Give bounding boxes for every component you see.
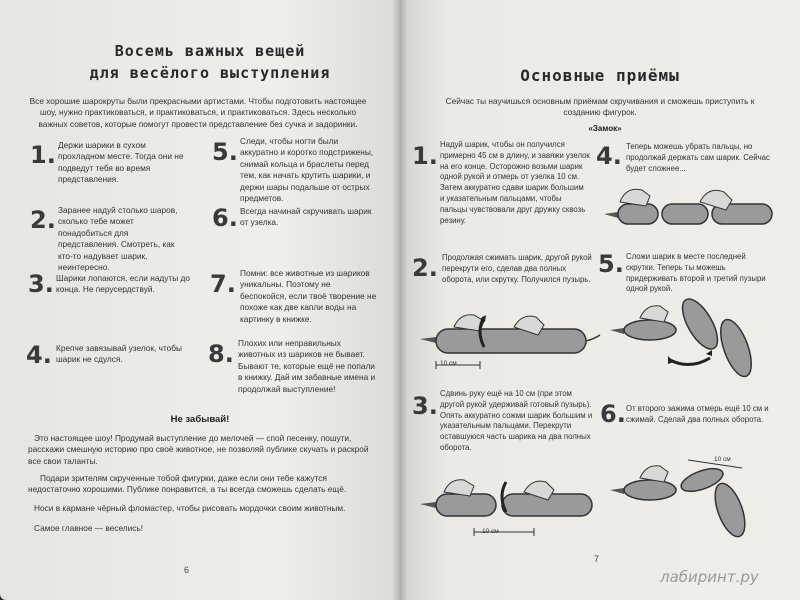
step-number-6: 6. [600,400,626,428]
step-number-3: 3. [412,392,438,420]
measure-label-3: 10 см [482,528,499,535]
right-title: Основные приёмы [520,66,680,85]
watermark: лабиринт.ру [660,568,759,586]
tip-number-2: 2. [30,206,56,234]
tip-number-1: 1. [30,141,56,169]
tip-text-2: Заранее надуй столько шаров, сколько тебе может понадобиться для представления. Смотреть, как кто-то надувает шарик, неинтересно. [58,205,178,273]
tip-text-6: Всегда начинай скручивать шарик от узелка. [240,206,372,228]
tip-number-8: 8. [208,340,234,368]
left-paragraph-4: Самое главное — веселись! [34,523,144,533]
tip-text-8: Плохих или неправильных животных из шариков не бывает. Бывают те, которые ещё не попали в книжку. Дай им забавные имена и продолжай выступление! [238,338,376,394]
step-text-3: Сдвинь руку ещё на 10 см (при этом другой рукой удерживай готовый пузырь). Опять аккуратно сожми шарик большим и указательным пальцами. Перекрути оставшуюся часть шарика на два полных оборота. [440,389,593,452]
step-number-4: 4. [596,142,622,170]
tip-text-3: Шарики лопаются, если надуты до конца. Не перусердствуй. [56,273,190,295]
step-text-5: Сложи шарик в месте последней скрутки. Теперь ты можешь придерживать второй и третий пузыри одной рукой. [626,252,766,294]
illustration-step6-measure [610,450,780,550]
lock-subtitle: «Замок» [588,124,622,133]
book-gutter [392,0,408,600]
left-page-number: 6 [184,565,190,575]
tip-text-1: Держи шарики в сухом прохладном месте. Тогда они не подведут тебя во время представления. [58,140,184,185]
step-number-5: 5. [598,250,624,278]
step-text-6: От второго зажима отмерь ещё 10 см и сжимай. Сделай два полных оборота. [626,404,769,424]
right-page [400,0,800,600]
tip-text-4: Крепче завязывай узелок, чтобы шарик не сдулся. [56,343,183,365]
left-title-line1: Восемь важных вещей [114,42,306,60]
tip-number-7: 7. [210,270,236,298]
tip-text-7: Помни: все животные из шариков уникальны. Поэтому не беспокойся, если твоё творение не похоже как две капли воды на картинку в книжке. [240,268,377,324]
right-intro: Сейчас ты научишься основным приёмам скручивания и сможешь приступить к созданию фигурок. [445,96,755,118]
tip-number-4: 4. [26,341,52,369]
tip-text-5: Следи, чтобы ногти были аккуратно и коротко подстрижены, снимай кольца и браслеты перед тем, как начать крутить шарики, и держи шары подальше от острых предметов. [240,136,374,204]
step-number-1: 1. [412,142,438,170]
step-text-2: Продолжая сжимать шарик, другой рукой перекрути его, сделав два полных оборота, или скрутку. Получился пузырь. [442,253,592,284]
illustration-step4-balloon [600,180,790,240]
illustration-step3-balloon [414,470,604,550]
left-paragraph-1: Это настоящее шоу! Продумай выступление до мелочей — спой песенку, пошути, расскажи смешную историю про своё животное, не позволяй публике скучать и раскрой все свои таланты. [28,433,369,466]
step-text-4: Теперь можешь убрать пальцы, но продолжай держать сам шарик. Сейчас будет сложнее... [626,142,770,173]
measure-label-6: 10 см [714,456,731,463]
illustration-step5-fold [610,290,780,390]
tip-number-5: 5. [212,138,238,166]
left-paragraph-3: Носи в кармане чёрный фломастер, чтобы рисовать мордочки своим животным. [34,503,346,513]
dont-forget-heading: Не забывай! [170,414,230,425]
left-paragraph-2: Подари зрителям скрученные тобой фигурки, даже если они тебе кажутся недостаточно хорошими. Публике понравится, а ты всегда сможешь сделать ещё. [28,473,347,495]
step-number-2: 2. [412,254,438,282]
left-title-line2: для весёлого выступления [89,64,331,82]
right-page-number: 7 [594,554,600,564]
left-intro: Все хорошие шарокруты были прекрасными артистами. Чтобы подготовить настоящее шоу, нужно практиковаться, и практиковаться, и практиковаться. Здесь несколько важных советов, которые помогут провести представление без сучка и задоринки. [29,96,367,129]
step-text-1: Надуй шарик, чтобы он получился примерно 45 см в длину, и завяжи узелок на его конце. Осторожно возьми шарик одной рукой и отмерь от узелка 10 см. Затем аккуратно сдави шарик большим и указательным пальцами, чтобы пальцы чувствовали друг дружку сквозь резину. [440,140,590,225]
measure-label-1: 10 см [440,360,457,367]
tip-number-6: 6. [212,204,238,232]
tip-number-3: 3. [28,270,54,298]
